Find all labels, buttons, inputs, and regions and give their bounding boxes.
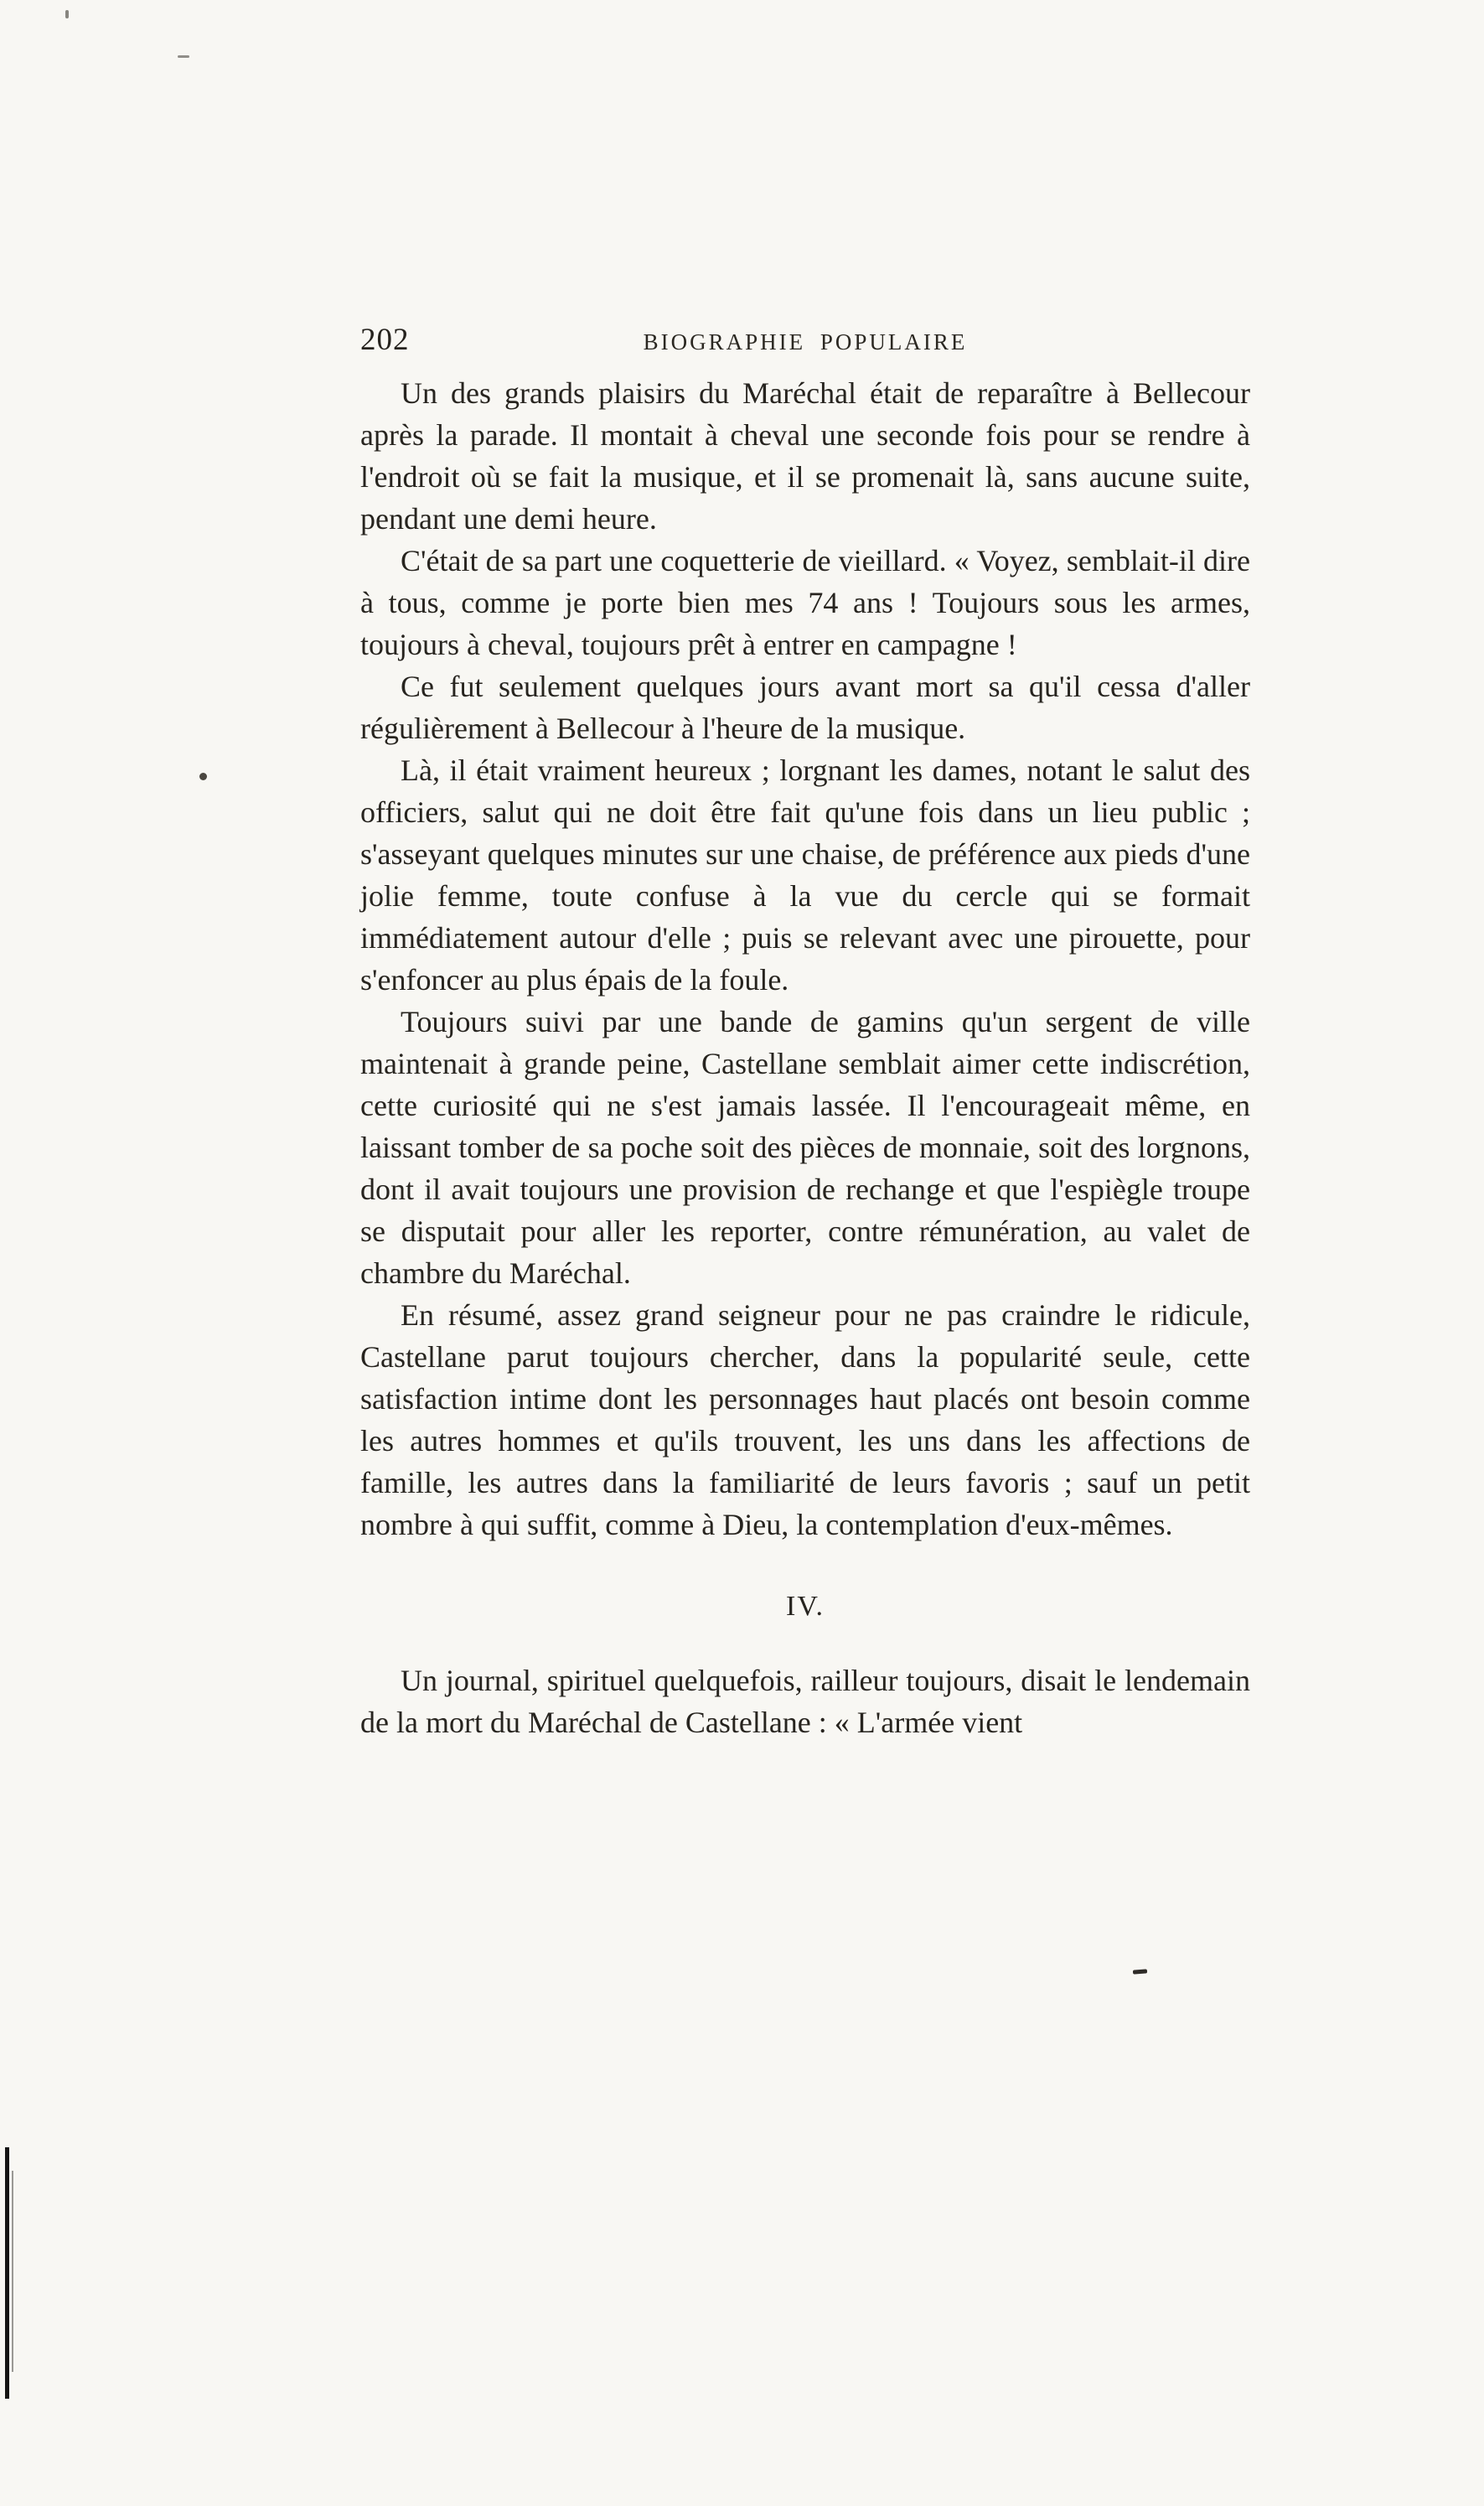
paragraph-3: Ce fut seulement quelques jours avant mort sa qu'il cessa d'aller régulièrement à Bellecour à l'heure de la musique.: [360, 670, 1250, 745]
paragraph-5: Toujours suivi par une bande de gamins qu'un sergent de ville maintenait à grande peine, Castellane semblait aimer cette indiscrétion, cette curiosité qui ne s'est jamais lassée. Il l'encourageait même, en laissant tomber de sa poche soit des pièces de monnaie, soit des lorgnons, dont il avait toujours une provision de rechange et que l'espiègle troupe se disputait pour aller les reporter, contre rémunération, au valet de chambre du Maréchal.: [360, 1005, 1250, 1290]
paragraph-1: Un des grands plaisirs du Maréchal était de reparaître à Bellecour après la parade. Il montait à cheval une seconde fois pour se rendre à l'endroit où se fait la musique, et il se promenait là, sans aucune suite, pendant une demi heure.: [360, 376, 1250, 536]
scan-artifact-speck: [178, 55, 189, 58]
paragraph-4: Là, il était vraiment heureux ; lorgnant les dames, notant le salut des officiers, salut qui ne doit être fait qu'une fois dans un lieu public ; s'asseyant quelques minutes sur une chaise, de préférence aux pieds d'une jolie femme, toute confuse à la vue du cercle qui se formait immédiatement autour d'elle ; puis se relevant avec une pirouette, pour s'enfoncer au plus épais de la foule.: [360, 753, 1250, 997]
running-header-title: BIOGRAPHIE POPULAIRE: [643, 329, 968, 355]
scan-artifact-dash: [1133, 1969, 1147, 1974]
scan-artifact-left-edge-line: [5, 2147, 9, 2399]
section-paragraph-1: Un journal, spirituel quelquefois, railleur toujours, disait le lendemain de la mort du Maréchal de Castellane : « L'armée vient: [360, 1664, 1250, 1739]
scan-artifact-speck: [65, 10, 69, 18]
running-header-row: [360, 322, 1250, 365]
scan-artifact-left-edge-line-faint: [12, 2171, 13, 2372]
paragraph-6: En résumé, assez grand seigneur pour ne pas craindre le ridicule, Castellane parut toujours chercher, dans la popularité seule, cette satisfaction intime dont les personnages haut placés ont besoin comme les autres hommes et qu'ils trouvent, les uns dans les affections de famille, les autres dans la familiarité de leurs favoris ; sauf un petit nombre à qui suffit, comme à Dieu, la contemplation d'eux-mêmes.: [360, 1298, 1250, 1541]
paragraph-2: C'était de sa part une coquetterie de vieillard. « Voyez, semblait-il dire à tous, comme je porte bien mes 74 ans ! Toujours sous les armes, toujours à cheval, toujours prêt à entrer en campagne !: [360, 544, 1250, 661]
section-heading-iv: IV.: [786, 1591, 825, 1622]
text-block: [360, 322, 1250, 1743]
page-number: 202: [360, 323, 410, 357]
scan-artifact-dot: [199, 773, 207, 780]
